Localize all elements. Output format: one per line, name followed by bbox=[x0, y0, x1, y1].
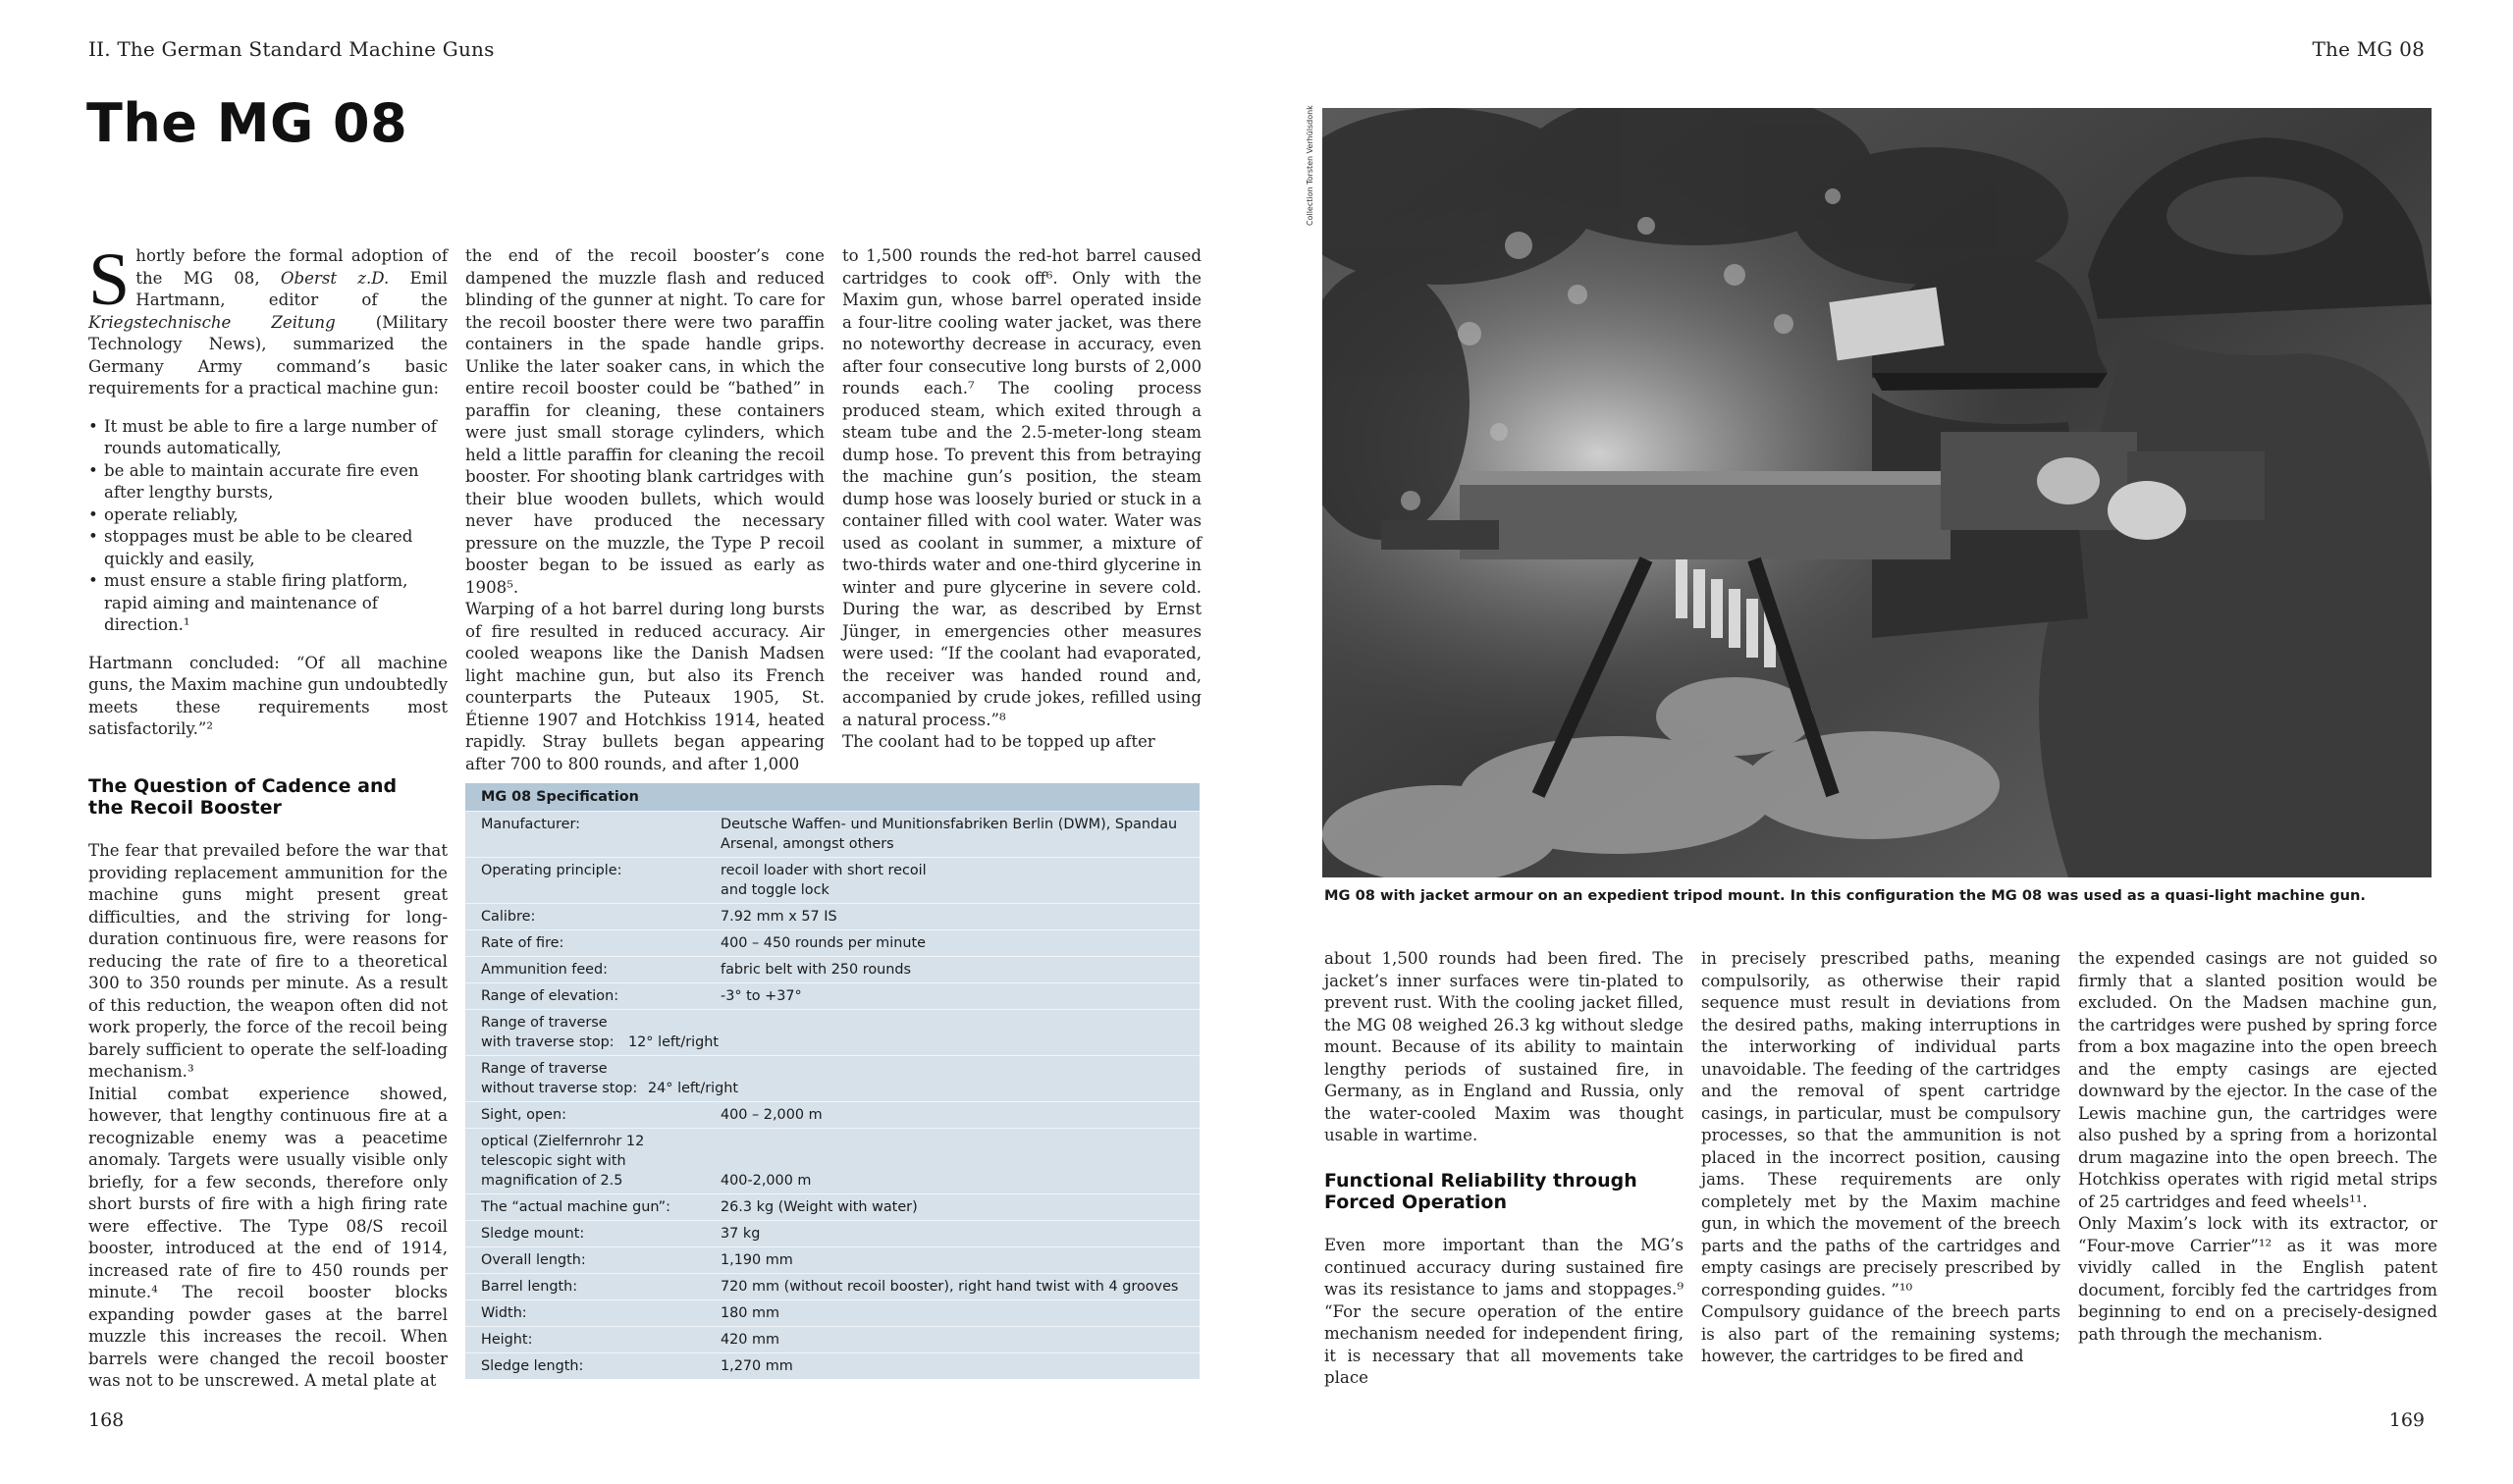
spec-label: Sledge mount: bbox=[481, 1226, 585, 1242]
table-row bbox=[465, 982, 1200, 1009]
spec-value: 37 kg bbox=[721, 1226, 761, 1242]
intro-paragraph: Shortly before the formal adoption of the MG 08, Oberst z.D. Emil Hartmann, editor of the Kriegstechnische Zeitung (Military Technology News), summarized the Germany Army command’s basic requirements for a practical machine gun: bbox=[88, 238, 448, 398]
spec-value: 400 – 2,000 m bbox=[721, 1107, 823, 1123]
table-row bbox=[465, 857, 1200, 903]
spec-label: Width: bbox=[481, 1305, 527, 1321]
photo-illustration bbox=[1322, 108, 2432, 877]
running-head-right: The MG 08 bbox=[2312, 37, 2425, 61]
spec-label: Sight, open: bbox=[481, 1107, 566, 1123]
table-row bbox=[465, 1326, 1200, 1352]
spec-label: Sledge length: bbox=[481, 1358, 584, 1374]
photo-caption: MG 08 with jacket armour on an expedient tripod mount. In this configuration the MG 08 was used as a quasi-light machine gun. bbox=[1324, 887, 2366, 904]
chapter-title: The MG 08 bbox=[86, 92, 408, 154]
table-row bbox=[465, 1193, 1200, 1220]
spec-label: Range of elevation: bbox=[481, 988, 619, 1004]
spec-value: 1,270 mm bbox=[721, 1358, 793, 1374]
page-number-right: 169 bbox=[2388, 1409, 2425, 1431]
spec-value: 400 – 450 rounds per minute bbox=[721, 935, 926, 951]
spec-value: fabric belt with 250 rounds bbox=[721, 962, 912, 978]
spec-value: Deutsche Waffen- und Munitionsfabriken Berlin (DWM), Spandau Arsenal, amongst others bbox=[721, 817, 1178, 852]
spec-value: 12° left/right bbox=[628, 1034, 720, 1050]
table-row bbox=[465, 1352, 1200, 1379]
drop-cap: S bbox=[88, 238, 131, 321]
paragraph: The coolant had to be topped up after bbox=[842, 732, 1155, 751]
left-column-2 bbox=[465, 245, 825, 775]
machine-gun-photo bbox=[1322, 108, 2432, 877]
paragraph: the expended casings are not guided so firmly that a slanted position would be excluded. On the Madsen machine gun, the cartridges were pushed by spring force from a box magazine into the open breech and the empty casings are ejected downward by the ejector. In the case of the Lewis machine gun, the cartridges were also pushed by a spring from a horizontal drum magazine into the open breech. The Hotchkiss operates with rigid metal strips of 25 cartridges and feed wheels¹¹. bbox=[2078, 949, 2437, 1211]
spec-table-header: MG 08 Specification bbox=[465, 783, 1200, 811]
table-row bbox=[465, 1299, 1200, 1326]
list-item: • stoppages must be able to be cleared quickly and easily, bbox=[88, 526, 448, 570]
spec-label: Height: bbox=[481, 1332, 533, 1348]
list-item: • must ensure a stable firing platform, rapid aiming and maintenance of direction.¹ bbox=[88, 570, 448, 637]
table-row bbox=[465, 1101, 1200, 1128]
spec-label: Range of traverse with traverse stop: bbox=[481, 1015, 615, 1050]
spec-value: 1,190 mm bbox=[721, 1252, 793, 1268]
paragraph: Even more important than the MG’s continued accuracy during sustained fire was its resistance to jams and stoppages.⁹ “For the secure operation of the entire mechanism needed for independent firing, it is necessary that all movements take place bbox=[1324, 1236, 1684, 1387]
requirements-list bbox=[88, 416, 448, 637]
subhead-cadence: The Question of Cadence and the Recoil Booster bbox=[88, 775, 398, 819]
spec-label: Range of traverse without traverse stop: bbox=[481, 1061, 638, 1096]
table-row bbox=[465, 1055, 1200, 1101]
paragraph: in precisely prescribed paths, meaning compulsorily, as otherwise their rapid sequence must result in deviations from the desired paths, making interruptions in the interworking of individual parts unavoidable. The feeding of the cartridges and the removal of spent cartridge casings, in particular, must be compulsory processes, so that the ammunition is not placed in the incorrect position, causing jams. These requirements are only completely met by the Maxim machine gun, in which the movement of the breech parts and the paths of the cartridges and empty casings are precisely prescribed by corresponding guides. ”¹⁰ bbox=[1701, 949, 2060, 1299]
spec-value: 720 mm (without recoil booster), right hand twist with 4 grooves bbox=[721, 1279, 1179, 1295]
page-number-left: 168 bbox=[88, 1409, 125, 1431]
table-row bbox=[465, 1009, 1200, 1055]
spec-label: Calibre: bbox=[481, 909, 536, 925]
spec-table-body bbox=[465, 811, 1200, 1379]
photo-credit: Collection Torsten Verhülsdonk bbox=[1306, 105, 1314, 226]
spec-table bbox=[465, 783, 1200, 1374]
right-column-1-lower bbox=[1324, 1235, 1684, 1390]
table-row bbox=[465, 1246, 1200, 1273]
paragraph: to 1,500 rounds the red-hot barrel caused cartridges to cook off⁶. Only with the Maxim gun, whose barrel operated inside a four-litre cooling water jacket, was there no noteworthy decrease in accuracy, even after four consecutive long bursts of 2,000 rounds each.⁷ The cooling process produced steam, which exited through a steam tube and the 2.5-meter-long steam dump hose. To prevent this from betraying the machine gun’s position, the steam dump hose was loosely buried or stuck in a container filled with cool water. Water was used as coolant in summer, a mixture of two-thirds water and one-third glycerine in winter and pure glycerine in severe cold. During the war, as described by Ernst Jünger, in emergencies other measures were used: “If the coolant had evaporated, the receiver was handed round and, accompanied by crude jokes, refilled using a natural process.”⁸ bbox=[842, 246, 1202, 729]
spec-label: Manufacturer: bbox=[481, 817, 581, 832]
spec-value: 24° left/right bbox=[648, 1081, 739, 1096]
paragraph: Initial combat experience showed, however, that lengthy continuous fire at a recognizable enemy was a peacetime anomaly. Targets were usually visible only briefly, for a few seconds, therefore only short bursts of fire with a high firing rate were effective. The Type 08/S recoil booster, introduced at the end of 1914, increased rate of fire to 450 rounds per minute.⁴ The recoil booster blocks expanding powder gases at the barrel muzzle this increases the recoil. When barrels were changed the recoil booster was not to be unscrewed. A metal plate at bbox=[88, 1084, 448, 1390]
spec-label: Ammunition feed: bbox=[481, 962, 609, 978]
table-row bbox=[465, 956, 1200, 982]
conclusion-paragraph: Hartmann concluded: “Of all machine guns, the Maxim machine gun undoubtedly meets these requirements most satisfactorily.”² bbox=[88, 653, 448, 738]
spec-value: 420 mm bbox=[721, 1332, 780, 1348]
list-item: • operate reliably, bbox=[88, 504, 448, 527]
right-column-2 bbox=[1701, 948, 2060, 1368]
table-row bbox=[465, 1273, 1200, 1299]
subhead-reliability: Functional Reliability through Forced Operation bbox=[1324, 1170, 1637, 1213]
list-item: • It must be able to fire a large number of rounds automatically, bbox=[88, 416, 448, 460]
paragraph: Warping of a hot barrel during long bursts of fire resulted in reduced accuracy. Air cooled weapons like the Danish Madsen light machine gun, but also its French counterparts the Puteaux 1905, St. Étienne 1907 and Hotchkiss 1914, heated rapidly. Stray bullets began appearing after 700 to 800 rounds, and after 1,000 bbox=[465, 600, 825, 773]
spec-value: 7.92 mm x 57 IS bbox=[721, 909, 837, 925]
spec-value: 26.3 kg (Weight with water) bbox=[721, 1199, 918, 1215]
table-row bbox=[465, 929, 1200, 956]
spec-label: optical (Zielfernrohr 12 telescopic sight with magnification of 2.5 bbox=[481, 1134, 645, 1189]
spec-label: Barrel length: bbox=[481, 1279, 578, 1295]
paragraph: The fear that prevailed before the war that providing replacement ammunition for the machine guns might present great difficulties, and the striving for long-duration continuous fire, were reasons for reducing the rate of fire to a theoretical 300 to 350 rounds per minute. As a result of this reduction, the weapon often did not work properly, the force of the recoil being barely sufficient to operate the self-loading mechanism.³ bbox=[88, 841, 448, 1081]
spec-label: Overall length: bbox=[481, 1252, 586, 1268]
spec-value: 400-2,000 m bbox=[721, 1173, 812, 1189]
paragraph: the end of the recoil booster’s cone dampened the muzzle flash and reduced blinding of the gunner at night. To care for the recoil booster there were two paraffin containers in the spade handle grips. Unlike the later soaker cans, in which the entire recoil booster could be “bathed” in paraffin for cleaning, these containers were just small storage cylinders, which held a little paraffin for cleaning the recoil booster. For shooting blank cartridges with their blue wooden bullets, which would never have produced the necessary pressure on the muzzle, the Type P recoil booster began to be issued as early as 1908⁵. bbox=[465, 246, 825, 597]
spec-label: Operating principle: bbox=[481, 863, 622, 878]
spec-label: Rate of fire: bbox=[481, 935, 564, 951]
table-row bbox=[465, 1220, 1200, 1246]
paragraph: Compulsory guidance of the breech parts is also part of the remaining systems; however, the cartridges to be fired and bbox=[1701, 1302, 2060, 1365]
paragraph: Only Maxim’s lock with its extractor, or “Four-move Carrier”¹² as it was more vividly called in the English patent document, forcibly fed the cartridges from beginning to end on a precisely-designed path through the mechanism. bbox=[2078, 1214, 2437, 1344]
paragraph: about 1,500 rounds had been fired. The jacket’s inner surfaces were tin-plated to prevent rust. With the cooling jacket filled, the MG 08 weighed 26.3 kg without sledge mount. Because of its ability to maintain lengthy periods of sustained fire, in Germany, as in England and Russia, only the water-cooled Maxim was thought usable in wartime. bbox=[1324, 949, 1684, 1144]
spec-label: The “actual machine gun”: bbox=[481, 1199, 670, 1215]
right-column-3 bbox=[2078, 948, 2437, 1346]
list-item: • be able to maintain accurate fire even after lengthy bursts, bbox=[88, 460, 448, 504]
left-column-3 bbox=[842, 245, 1202, 754]
spec-value: 180 mm bbox=[721, 1305, 780, 1321]
spec-value: recoil loader with short recoil and toggle lock bbox=[721, 863, 927, 898]
table-row bbox=[465, 1128, 1200, 1193]
table-row bbox=[465, 903, 1200, 929]
running-head-left: II. The German Standard Machine Guns bbox=[88, 37, 495, 61]
left-column-1-upper bbox=[88, 238, 448, 741]
left-column-1-lower bbox=[88, 840, 448, 1393]
spec-value: -3° to +37° bbox=[721, 988, 802, 1004]
right-column-1 bbox=[1324, 948, 1684, 1147]
table-row bbox=[465, 811, 1200, 857]
